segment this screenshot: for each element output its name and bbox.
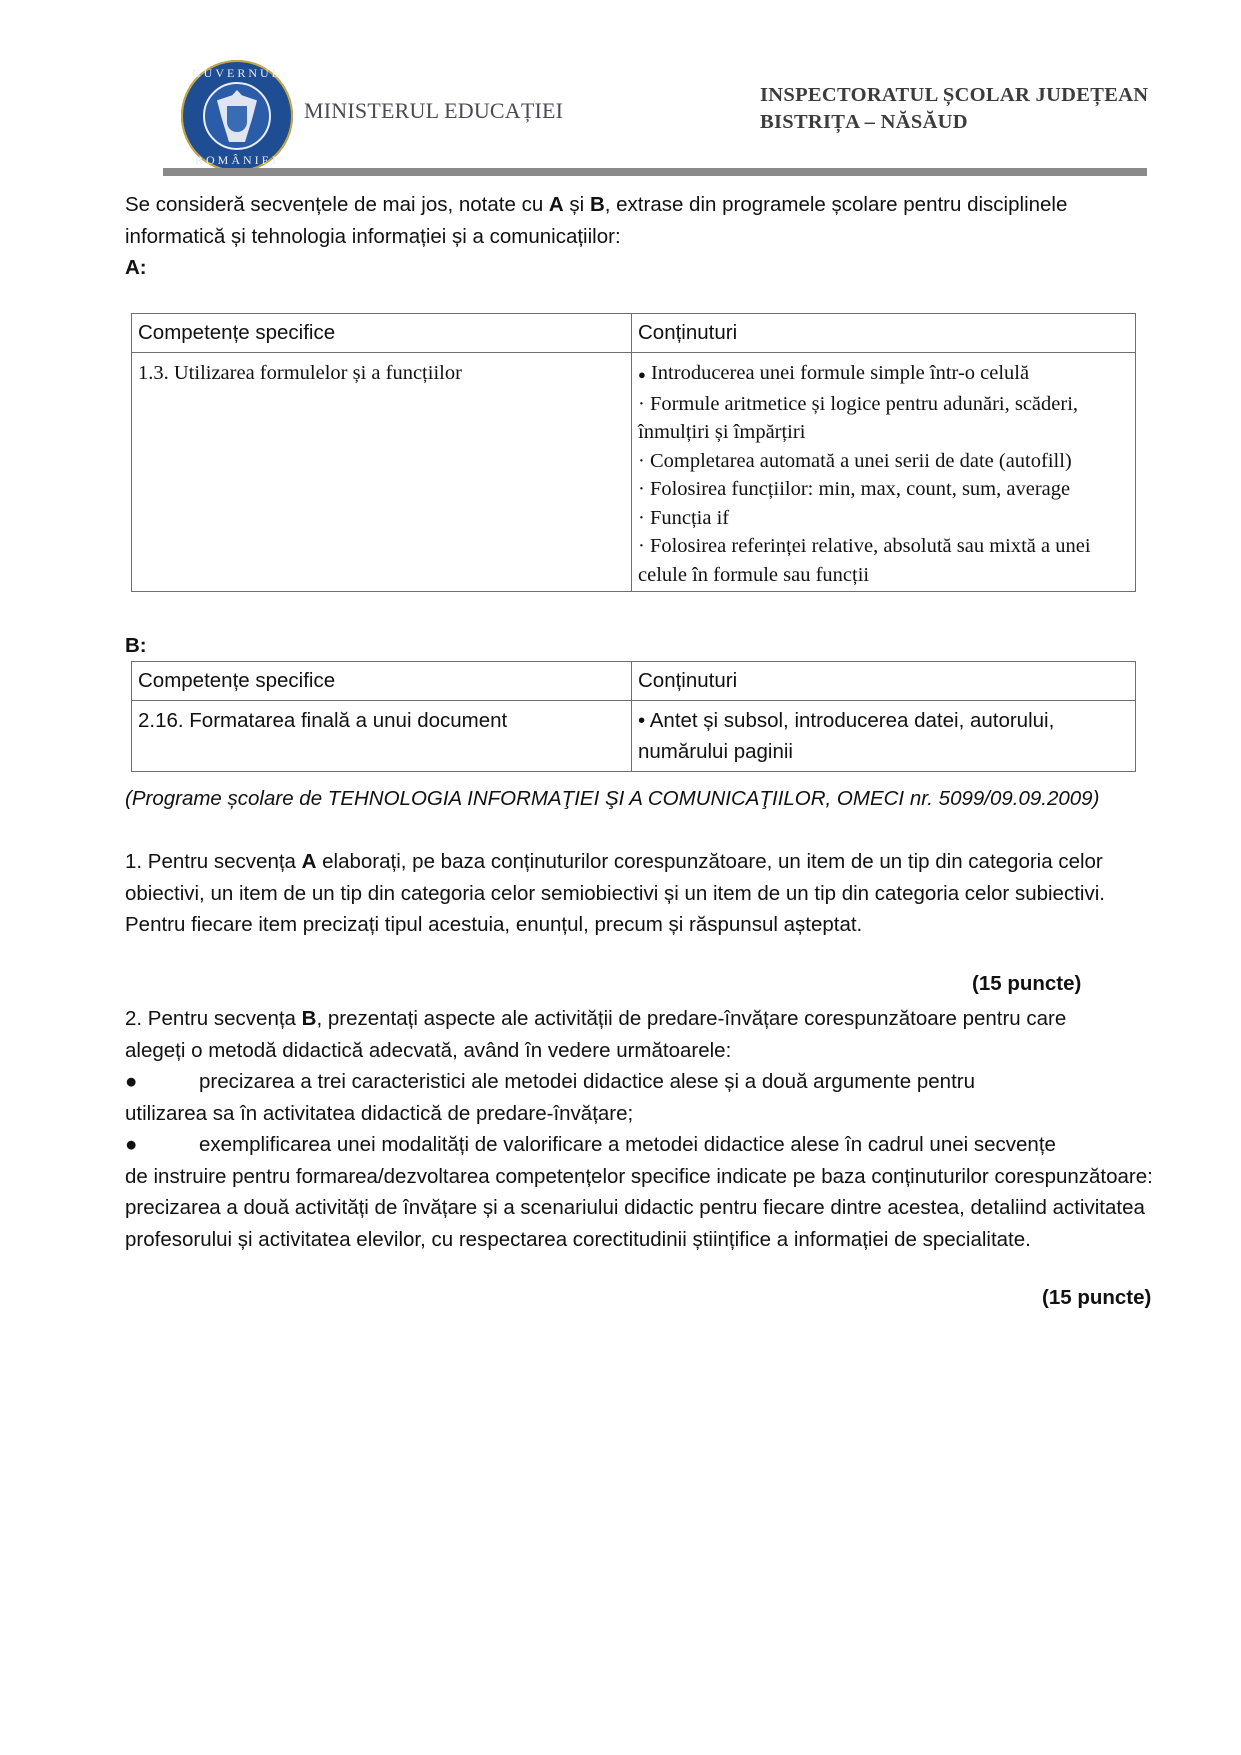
list-item-text: Formule aritmetice și logice pentru adunări, scăderi, înmulțiri și împărțiri bbox=[638, 392, 1079, 443]
task-2-sequence: B bbox=[301, 1007, 317, 1030]
section-b-label: B: bbox=[125, 634, 147, 657]
intro-text: și bbox=[563, 193, 590, 216]
source-note: (Programe școlare de TEHNOLOGIA INFORMAŢIEI ŞI A COMUNICAŢIILOR, OMECI nr. 5099/09.09.2009) bbox=[125, 787, 1100, 810]
list-item-text: Funcția if bbox=[649, 506, 730, 529]
list-item-text: Folosirea referinței relative, absolută sau mixtă a unei celule în formule sau funcții bbox=[638, 535, 1091, 586]
inspectorate-line-2: BISTRIȚA – NĂSĂUD bbox=[760, 111, 968, 133]
ministry-name: MINISTERUL EDUCAȚIEI bbox=[304, 98, 564, 123]
intro-a: A bbox=[548, 193, 564, 216]
table-header-row bbox=[132, 314, 1136, 353]
romanian-government-seal-icon bbox=[181, 60, 293, 172]
table-header-row bbox=[132, 662, 1136, 701]
list-item bbox=[638, 504, 1129, 533]
task-1-text: 1. Pentru secvența bbox=[125, 850, 302, 873]
contents-cell bbox=[632, 353, 1136, 592]
bullet-icon: · bbox=[638, 392, 645, 415]
task-1 bbox=[125, 846, 1125, 941]
bullet-text: de instruire pentru formarea/dezvoltarea competențelor specifice indicate pe baza conținuturilor corespunzătoare: precizarea a două activități de învățare și a scenariului didactic pentru fiecare dintre acestea, detaliind activitatea profesorului și activitatea elevilor, cu respectarea corectitudinii științifice a informației de specialitate. bbox=[125, 1164, 1153, 1251]
intro-paragraph bbox=[125, 189, 1185, 284]
competence-cell: 1.3. Utilizarea formulelor și a funcțiilor bbox=[132, 353, 632, 592]
table-row bbox=[132, 353, 1136, 592]
seal-text-top: GUVERNUL bbox=[192, 66, 282, 80]
competence-cell: 2.16. Formatarea finală a unui document bbox=[132, 701, 632, 772]
inspectorate-line-1: INSPECTORATUL ȘCOLAR JUDEȚEAN bbox=[760, 84, 1149, 106]
header-divider bbox=[163, 168, 1147, 176]
bullet-icon: ● bbox=[638, 367, 646, 382]
intro-b: B bbox=[589, 193, 605, 216]
shield-icon bbox=[227, 106, 247, 132]
list-item bbox=[638, 475, 1129, 504]
table-section-b bbox=[131, 661, 1136, 772]
section-a-label: A: bbox=[125, 256, 147, 279]
list-item-text: Folosirea funcțiilor: min, max, count, sum, average bbox=[649, 478, 1071, 500]
intro-line-2: informatică și tehnologia informației și a comunicațiilor: bbox=[125, 224, 621, 248]
task-2-text: , prezentați aspecte ale activității de predare-învățare corespunzătoare pentru care alegeți o metodă didactică adecvată, având în vedere următoarele: bbox=[125, 1007, 1067, 1062]
bullet-icon: · bbox=[638, 478, 645, 500]
header-contents: Conținuturi bbox=[632, 662, 1136, 701]
task-2-bullet-2 bbox=[125, 1129, 1185, 1255]
table-section-a bbox=[131, 313, 1136, 592]
bullet-text: utilizarea sa în activitatea didactică de predare-învățare; bbox=[125, 1101, 634, 1125]
list-item-text: Completarea automată a unei serii de date (autofill) bbox=[649, 449, 1072, 472]
page-header bbox=[0, 0, 1241, 180]
list-item bbox=[638, 532, 1129, 589]
section-b-label-wrap bbox=[125, 630, 1185, 662]
intro-text: Se consideră secvențele de mai jos, notate cu bbox=[125, 193, 549, 216]
bullet-text: exemplificarea unei modalități de valorificare a metodei didactice alese în cadrul unei secvențe bbox=[199, 1133, 1056, 1156]
header-contents: Conținuturi bbox=[632, 314, 1136, 353]
header-competences: Competențe specifice bbox=[132, 314, 632, 353]
bullet-icon: · bbox=[638, 535, 645, 557]
header-competences: Competențe specifice bbox=[132, 662, 632, 701]
bullet-icon: ● bbox=[125, 1133, 138, 1156]
bullet-icon: · bbox=[638, 449, 645, 472]
inspectorate-name bbox=[760, 82, 1148, 136]
list-item bbox=[638, 390, 1129, 447]
task-1-sequence: A bbox=[301, 850, 317, 873]
list-item-text: Introducerea unei formule simple într-o celulă bbox=[650, 362, 1030, 384]
task-2 bbox=[125, 1003, 1125, 1066]
task-2-points: (15 puncte) bbox=[1042, 1286, 1152, 1309]
bullet-text: precizarea a trei caracteristici ale metodei didactice alese și a două argumente pentru bbox=[199, 1070, 975, 1093]
bullet-icon: ● bbox=[125, 1070, 138, 1093]
task-1-points: (15 puncte) bbox=[972, 972, 1082, 995]
task-1-text: elaborați, pe baza conținuturilor corespunzătoare, un item de un tip din categoria celor obiectivi, un item de un tip din categoria celor semiobiectivi și un item de un tip din categoria celor subiectivi. Pentru fiecare item precizați tipul acestuia, enunțul, precum și răspunsul așteptat. bbox=[125, 850, 1105, 936]
bullet-icon: · bbox=[638, 506, 645, 529]
table-row bbox=[132, 701, 1136, 772]
seal-text-bottom: ROMÂNIEI bbox=[195, 153, 279, 167]
list-item bbox=[638, 359, 1129, 390]
task-2-bullet-1 bbox=[125, 1066, 1185, 1129]
list-item bbox=[638, 447, 1129, 476]
contents-cell: • Antet și subsol, introducerea datei, autorului, numărului paginii bbox=[632, 701, 1136, 772]
intro-text: , extrase din programele școlare pentru disciplinele bbox=[604, 193, 1068, 216]
task-2-text: 2. Pentru secvența bbox=[125, 1007, 302, 1030]
